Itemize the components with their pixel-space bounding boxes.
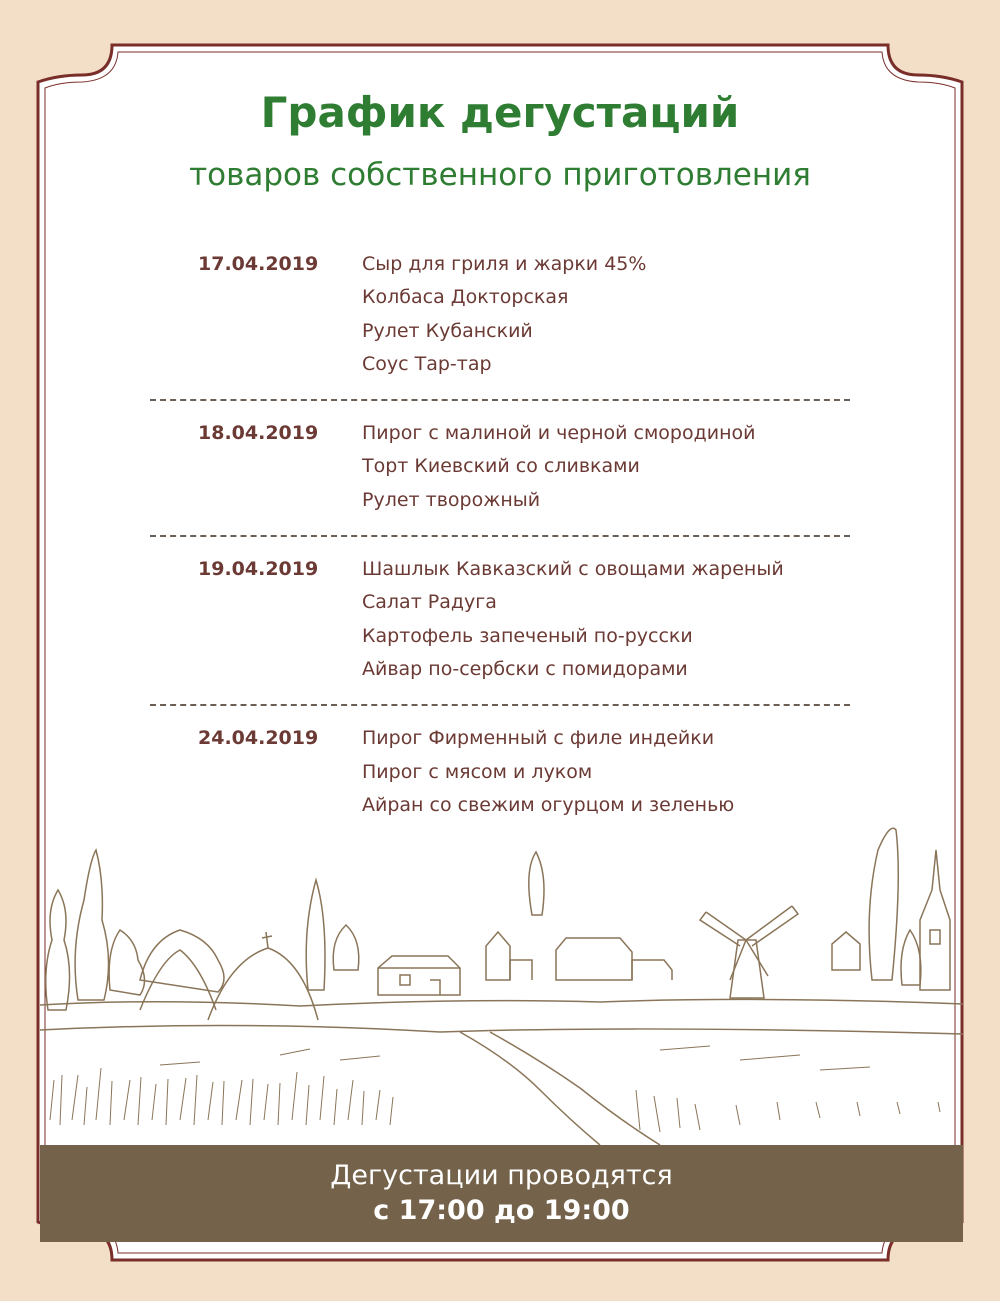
schedule-item: Шашлык Кавказский с овощами жареный — [362, 558, 784, 581]
tree-icon — [46, 890, 70, 1010]
schedule-item: Айран со свежим огурцом и зеленью — [362, 793, 735, 816]
tree-icon — [869, 828, 898, 980]
schedule-items — [362, 417, 850, 517]
house-icon — [486, 932, 510, 980]
tasting-schedule — [150, 248, 850, 822]
footer-text: Дегустации проводятся — [330, 1160, 673, 1191]
haystack-icon — [208, 948, 318, 1020]
schedule-items — [362, 248, 850, 381]
schedule-day — [150, 722, 850, 822]
page-subtitle: товаров собственного приготовления — [189, 157, 811, 193]
schedule-item: Сыр для гриля и жарки 45% — [362, 253, 647, 275]
schedule-item: Колбаса Докторская — [362, 286, 569, 309]
house-icon — [378, 956, 460, 995]
schedule-day — [150, 553, 850, 686]
tree-icon — [306, 880, 325, 990]
page-title: График дегустаций — [260, 88, 740, 137]
tree-icon — [529, 852, 544, 915]
church-tower-icon — [920, 850, 950, 990]
dashed-divider — [150, 704, 850, 706]
house-icon — [556, 938, 632, 980]
schedule-item: Салат Радуга — [362, 591, 497, 614]
schedule-item: Соус Тар-тар — [362, 352, 492, 375]
schedule-date: 18.04.2019 — [198, 422, 319, 445]
schedule-item: Торт Киевский со сливками — [362, 455, 640, 478]
schedule-item: Картофель запеченый по-русски — [362, 624, 693, 647]
bush-icon — [333, 925, 359, 970]
schedule-date: 19.04.2019 — [198, 558, 319, 581]
schedule-items — [362, 722, 850, 822]
schedule-date: 24.04.2019 — [198, 727, 319, 750]
bush-icon — [901, 930, 921, 985]
footer-banner — [40, 1145, 963, 1242]
schedule-item: Рулет творожный — [362, 488, 541, 511]
tree-icon — [75, 850, 108, 1000]
schedule-date: 17.04.2019 — [198, 253, 319, 275]
dashed-divider — [150, 535, 850, 537]
countryside-illustration — [40, 820, 963, 1145]
schedule-items — [362, 553, 850, 686]
schedule-item: Пирог с мясом и луком — [362, 760, 593, 783]
bush-icon — [109, 930, 144, 995]
dashed-divider — [150, 399, 850, 401]
footer-time: с 17:00 до 19:00 — [373, 1195, 630, 1226]
schedule-item: Рулет Кубанский — [362, 319, 533, 342]
house-icon — [832, 932, 860, 970]
schedule-item: Пирог с малиной и черной смородиной — [362, 422, 756, 445]
schedule-item: Айвар по-сербски с помидорами — [362, 657, 688, 680]
schedule-day — [150, 417, 850, 517]
schedule-item: Пирог Фирменный с филе индейки — [362, 727, 715, 750]
schedule-day — [150, 248, 850, 381]
